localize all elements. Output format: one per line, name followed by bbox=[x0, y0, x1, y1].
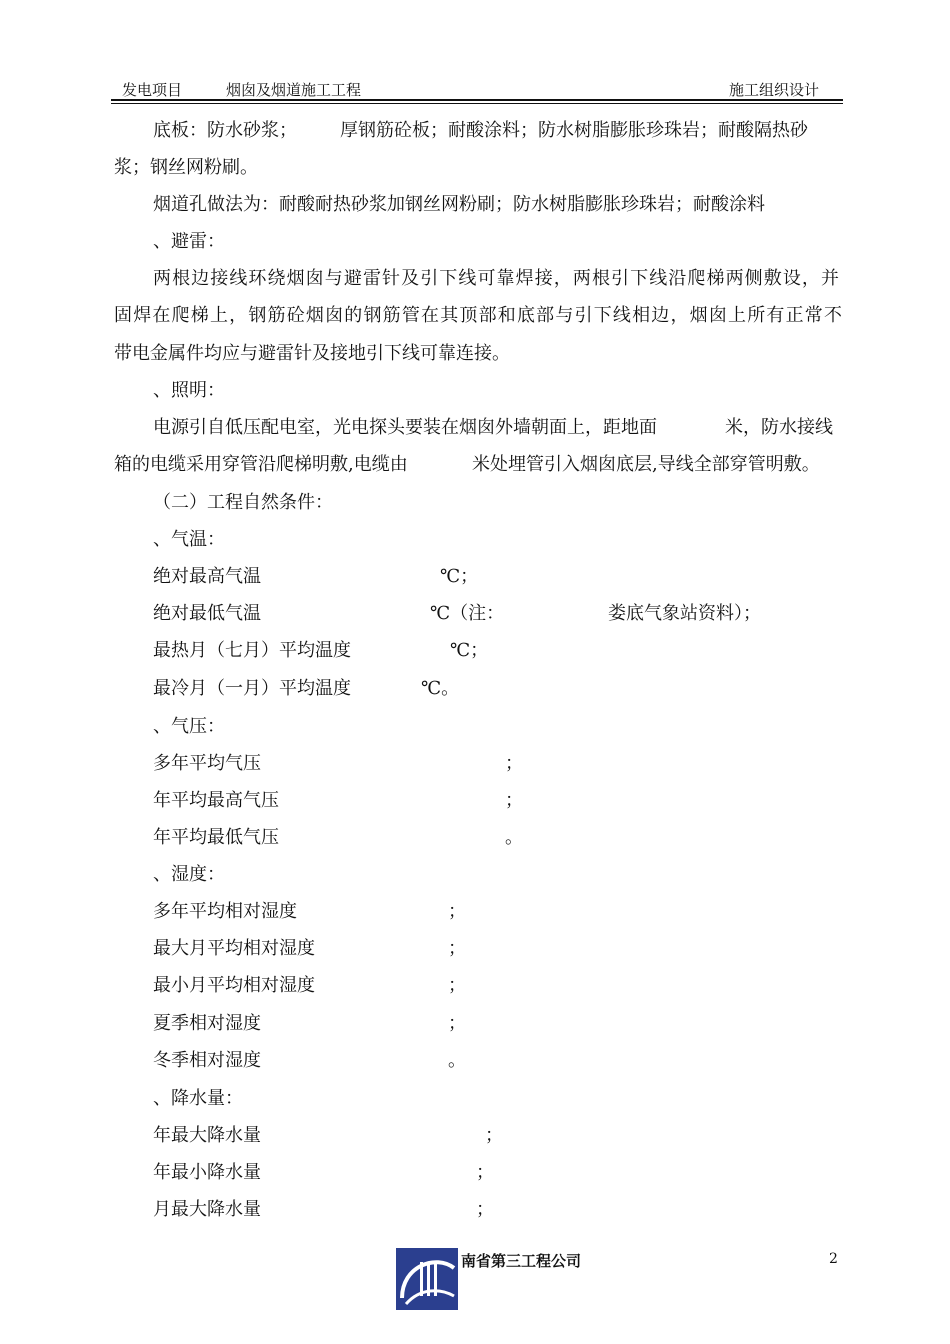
pressure-min-label: 年平均最低气压 bbox=[153, 827, 279, 848]
lightning-paragraph-line-1: 两根边接线环绕烟囱与避雷针及引下线可靠焊接，两根引下线沿爬梯两侧敷设，并 bbox=[153, 268, 839, 289]
floor-spec-b: 厚钢筋砼板；耐酸涂料；防水树脂膨胀珍珠岩；耐酸隔热砂 bbox=[340, 120, 808, 141]
rain-year-min-label: 年最小降水量 bbox=[153, 1162, 261, 1183]
rain-month-max-punct: ； bbox=[476, 1199, 494, 1220]
pressure-max-label: 年平均最高气压 bbox=[153, 790, 279, 811]
header-title: 烟囱及烟道施工工程 bbox=[226, 81, 362, 99]
pressure-min-punct: 。 bbox=[505, 827, 523, 848]
section-lighting: 、照明： bbox=[153, 380, 225, 401]
rain-month-max-label: 月最大降水量 bbox=[153, 1199, 261, 1220]
humidity-summer-label: 夏季相对湿度 bbox=[153, 1013, 261, 1034]
section-temperature: 、气温： bbox=[153, 529, 225, 550]
temp-abs-min-unit: ℃（注： bbox=[430, 603, 505, 624]
section-humidity: 、湿度： bbox=[153, 864, 225, 885]
pressure-avg-punct: ； bbox=[505, 753, 523, 774]
company-name: 南省第三工程公司 bbox=[461, 1252, 582, 1270]
section-lightning-protection: 、避雷： bbox=[153, 231, 225, 252]
page-number: 2 bbox=[829, 1251, 838, 1267]
company-logo bbox=[396, 1248, 458, 1310]
humidity-summer-punct: ； bbox=[448, 1013, 466, 1034]
humidity-winter-label: 冬季相对湿度 bbox=[153, 1050, 261, 1071]
lighting-line-1a: 电源引自低压配电室，光电探头要装在烟囱外墙朝面上，距地面 bbox=[153, 417, 657, 438]
rain-year-max-punct: ； bbox=[485, 1125, 503, 1146]
lighting-line-1b: 米，防水接线 bbox=[725, 417, 833, 438]
header-doc-type: 施工组织设计 bbox=[729, 81, 820, 99]
lighting-line-2a: 箱的电缆采用穿管沿爬梯明敷,电缆由 bbox=[114, 454, 408, 475]
header-rule-thick bbox=[111, 99, 843, 101]
lightning-paragraph-line-3: 带电金属件均应与避雷针及接地引下线可靠连接。 bbox=[114, 343, 510, 364]
rain-year-max-label: 年最大降水量 bbox=[153, 1125, 261, 1146]
flue-hole-spec: 烟道孔做法为：耐酸耐热砂浆加钢丝网粉刷；防水树脂膨胀珍珠岩；耐酸涂料 bbox=[153, 194, 765, 215]
section-precipitation: 、降水量： bbox=[153, 1088, 243, 1109]
lighting-line-2b: 米处埋管引入烟囱底层,导线全部穿管明敷。 bbox=[472, 454, 820, 475]
temp-abs-max-label: 绝对最高气温 bbox=[153, 566, 261, 587]
humidity-min-month-punct: ； bbox=[448, 975, 466, 996]
humidity-avg-label: 多年平均相对湿度 bbox=[153, 901, 297, 922]
section-pressure: 、气压： bbox=[153, 716, 225, 737]
section-natural-conditions: （二）工程自然条件： bbox=[153, 492, 333, 513]
temp-source-note: 娄底气象站资料）； bbox=[608, 603, 761, 624]
header-rule-thin bbox=[111, 103, 843, 104]
floor-spec-cont: 浆；钢丝网粉刷。 bbox=[114, 157, 258, 178]
rain-year-min-punct: ； bbox=[476, 1162, 494, 1183]
temp-hottest-month-label: 最热月（七月）平均温度 bbox=[153, 640, 351, 661]
lightning-paragraph-line-2: 固焊在爬梯上，钢筋砼烟囱的钢筋管在其顶部和底部与引下线相边，烟囱上所有正常不 bbox=[114, 305, 842, 326]
header-project: 发电项目 bbox=[122, 81, 183, 99]
pressure-avg-label: 多年平均气压 bbox=[153, 753, 261, 774]
floor-spec-a: 底板：防水砂浆； bbox=[153, 120, 297, 141]
pressure-max-punct: ； bbox=[505, 790, 523, 811]
humidity-max-month-punct: ； bbox=[448, 938, 466, 959]
humidity-max-month-label: 最大月平均相对湿度 bbox=[153, 938, 315, 959]
humidity-min-month-label: 最小月平均相对湿度 bbox=[153, 975, 315, 996]
temp-coldest-month-unit: ℃。 bbox=[421, 678, 460, 699]
temp-abs-min-label: 绝对最低气温 bbox=[153, 603, 261, 624]
temp-coldest-month-label: 最冷月（一月）平均温度 bbox=[153, 678, 351, 699]
temp-abs-max-unit: ℃； bbox=[440, 566, 479, 587]
temp-hottest-month-unit: ℃； bbox=[450, 640, 489, 661]
humidity-avg-punct: ； bbox=[448, 901, 466, 922]
humidity-winter-punct: 。 bbox=[448, 1050, 466, 1071]
